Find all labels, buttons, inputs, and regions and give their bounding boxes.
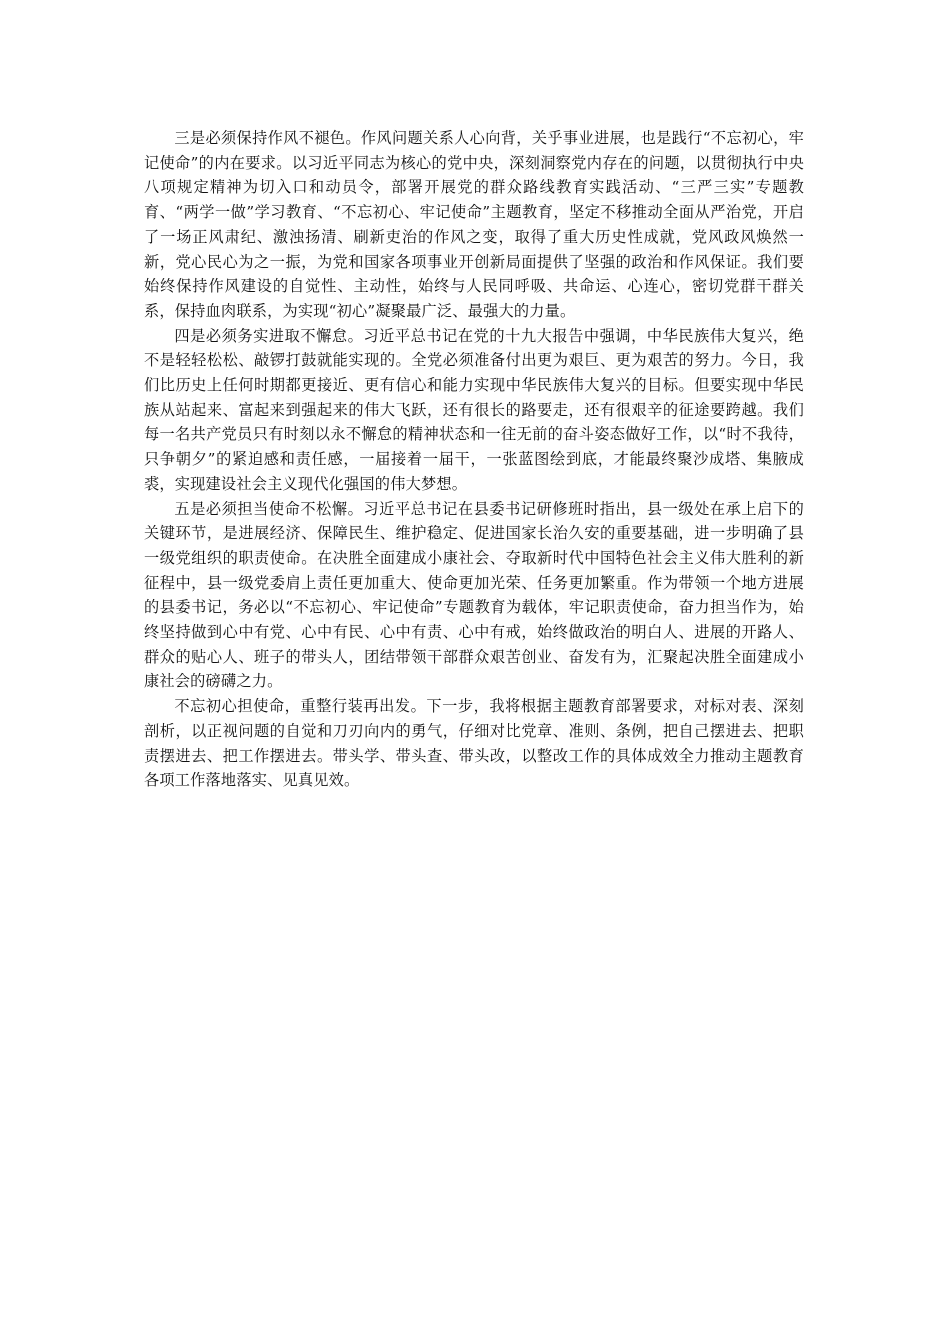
paragraph-five-mission: 五是必须担当使命不松懈。习近平总书记在县委书记研修班时指出，县一级处在承上启下的关键环节，是进展经济、保障民生、维护稳定、促进国家长治久安的重要基础，进一步明确了县一级党组织的职责使命。在决胜全面建成小康社会、夺取新时代中国特色社会主义伟大胜利的新征程中，县一级党委肩上责任更加重大、使命更加光荣、任务更加繁重。作为带领一个地方进展的县委书记，务必以“不忘初心、牢记使命”专题教育为载体，牢记职责使命，奋力担当作为，始终坚持做到心中有党、心中有民、心中有责、心中有戒，始终做政治的明白人、进展的开路人、群众的贴心人、班子的带头人，团结带领干部群众艰苦创业、奋发有为，汇聚起决胜全面建成小康社会的磅礴之力。 bbox=[144, 499, 804, 691]
paragraph-three-style: 三是必须保持作风不褪色。作风问题关系人心向背，关乎事业进展，也是践行“不忘初心，牢记使命”的内在要求。以习近平同志为核心的党中央，深刻洞察党内存在的问题，以贯彻执行中央八项规定精神为切入口和动员令，部署开展党的群众路线教育实践活动、“三严三实”专题教育、“两学一做”学习教育、“不忘初心、牢记使命”主题教育，坚定不移推动全面从严治党，开启了一场正风肃纪、激浊扬清、刷新吏治的作风之变，取得了重大历史性成就，党风政风焕然一新，党心民心为之一振，为党和国家各项事业开创新局面提供了坚强的政治和作风保证。我们要始终保持作风建设的自觉性、主动性，始终与人民同呼吸、共命运、心连心，密切党群干群关系，保持血肉联系，为实现“初心”凝聚最广泛、最强大的力量。 bbox=[144, 129, 804, 320]
paragraph-conclusion: 不忘初心担使命，重整行装再出发。下一步，我将根据主题教育部署要求，对标对表、深刻剖析，以正视问题的自觉和刀刃向内的勇气，仔细对比党章、准则、条例，把自己摆进去、把职责摆进去、把工作摆进去。带头学、带头查、带头改，以整改工作的具体成效全力推动主题教育各项工作落地落实、见真见效。 bbox=[144, 697, 804, 790]
paragraph-four-pragmatic: 四是必须务实进取不懈怠。习近平总书记在党的十九大报告中强调，中华民族伟大复兴，绝不是轻轻松松、敲锣打鼓就能实现的。全党必须准备付出更为艰巨、更为艰苦的努力。今日，我们比历史上任何时期都更接近、更有信心和能力实现中华民族伟大复兴的目标。但要实现中华民族从站起来、富起来到强起来的伟大飞跃，还有很长的路要走，还有很艰辛的征途要跨越。我们每一名共产党员只有时刻以永不懈怠的精神状态和一往无前的奋斗姿态做好工作，以“时不我待，只争朝夕”的紧迫感和责任感，一届接着一届干，一张蓝图绘到底，才能最终聚沙成塔、集腋成裘，实现建设社会主义现代化强国的伟大梦想。 bbox=[144, 326, 804, 493]
document-body bbox=[144, 126, 804, 793]
